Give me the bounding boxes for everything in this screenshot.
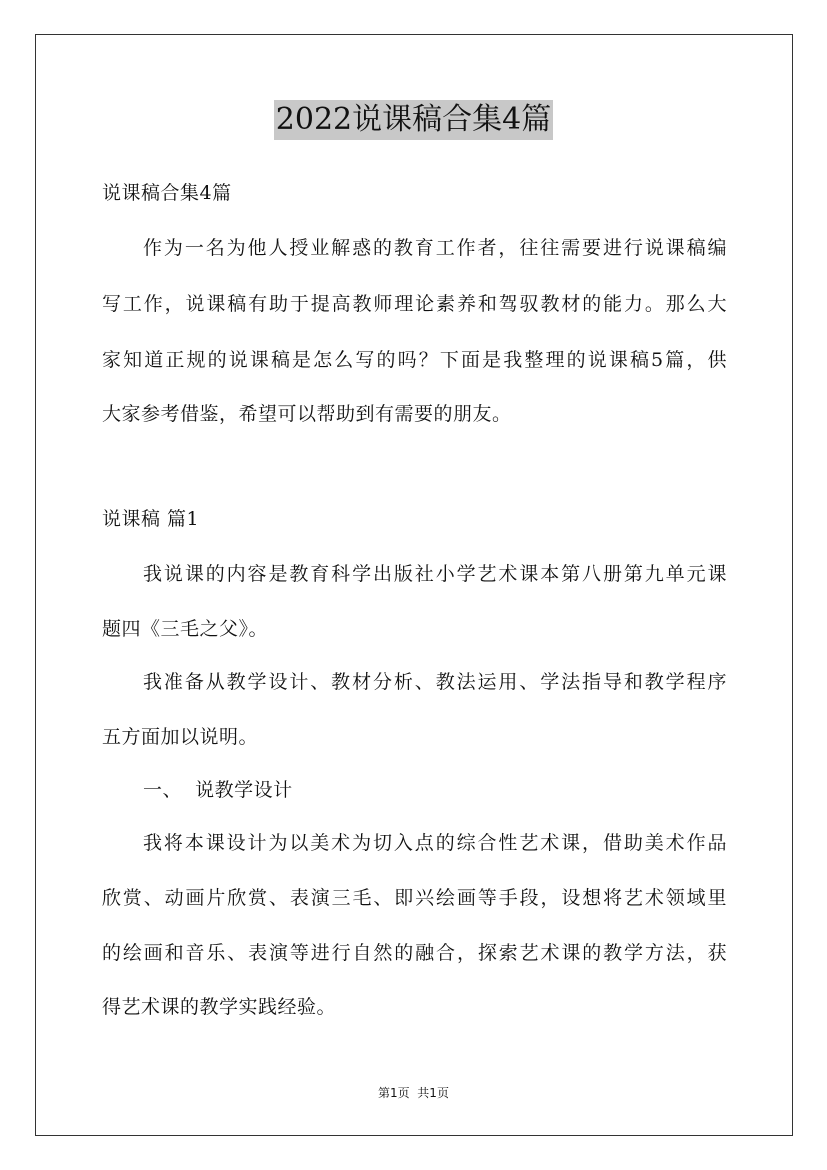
- paragraph-line: 的绘画和音乐、表演等进行自然的融合，探索艺术课的教学方法，获: [102, 942, 727, 964]
- paragraph-line: 题四《三毛之父》。: [102, 618, 269, 640]
- paragraph-line: 五方面加以说明。: [102, 726, 259, 748]
- paragraph-line: 得艺术课的教学实践经验。: [102, 996, 337, 1018]
- document-title: 2022说课稿合集4篇: [274, 100, 553, 140]
- intro-line: 写工作，说课稿有助于提高教师理论素养和驾驭教材的能力。那么大: [102, 293, 727, 315]
- section-heading: 说课稿 篇1: [102, 508, 200, 530]
- paragraph-line: 我准备从教学设计、教材分析、教法运用、学法指导和教学程序: [143, 671, 727, 693]
- intro-line: 作为一名为他人授业解惑的教育工作者，往往需要进行说课稿编: [143, 237, 727, 259]
- document-subtitle: 说课稿合集4篇: [102, 182, 232, 204]
- paragraph-line: 我说课的内容是教育科学出版社小学艺术课本第八册第九单元课: [143, 563, 727, 585]
- subheading: 一、 说教学设计: [143, 779, 293, 801]
- page-number: 第1页 共1页: [378, 1086, 449, 1100]
- title-container: [0, 100, 827, 140]
- intro-line: 大家参考借鉴，希望可以帮助到有需要的朋友。: [102, 403, 512, 425]
- paragraph-line: 我将本课设计为以美术为切入点的综合性艺术课，借助美术作品: [143, 832, 727, 854]
- intro-line: 家知道正规的说课稿是怎么写的吗？下面是我整理的说课稿5篇，供: [102, 349, 727, 371]
- paragraph-line: 欣赏、动画片欣赏、表演三毛、即兴绘画等手段，设想将艺术领域里: [102, 887, 727, 909]
